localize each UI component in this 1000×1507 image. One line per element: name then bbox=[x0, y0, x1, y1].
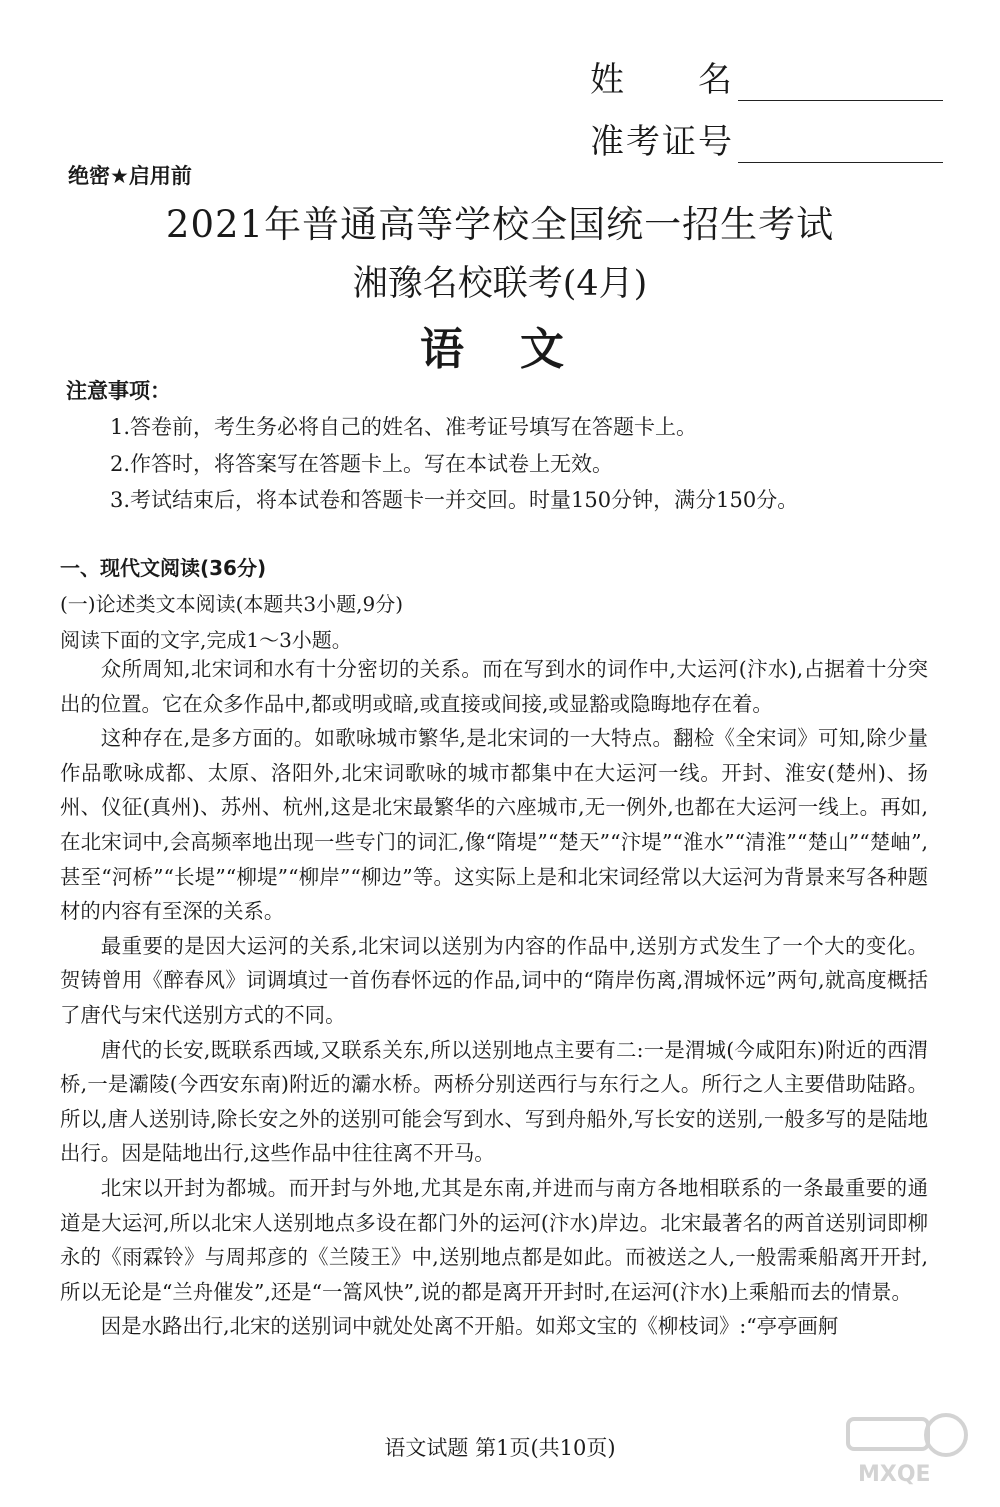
passage-paragraph: 因是水路出行,北宋的送别词中就处处离不开船。如郑文宝的《柳枝词》:“亭亭画舸 bbox=[100, 1314, 839, 1339]
passage-paragraph: 唐代的长安,既联系西域,又联系关东,所以送别地点主要有二:一是渭城(今咸阳东)附近的西渭桥,一是灞陵(今西安东南)附近的灞水桥。两桥分别送西行与东行之人。所行之人主要借助陆路。所以,唐人送别诗,除长安之外的送别可能会写到水、写到舟船外,写长安的送别,一般多写的是陆地出行。因是陆地出行,这些作品中往往离不开马。 bbox=[60, 1037, 928, 1166]
reading-passage bbox=[60, 652, 928, 1344]
name-label: 姓 名 bbox=[590, 60, 734, 100]
passage-paragraph: 这种存在,是多方面的。如歌咏城市繁华,是北宋词的一大特点。翻检《全宋词》可知,除少量作品歌咏成都、太原、洛阳外,北宋词歌咏的城市都集中在大运河一线。开封、淮安(楚州)、扬州、仪征(真州)、苏州、杭州,这是北宋最繁华的六座城市,无一例外,也都在大运河一线上。再如,在北宋词中,会高频率地出现一些专门的词汇,像“隋堤”“楚天”“汴堤”“淮水”“清淮”“楚山”“楚岫”,甚至“河桥”“长堤”“柳堤”“柳岸”“柳边”等。这实际上是和北宋词经常以大运河为背景来写各种题材的内容有至深的关系。 bbox=[60, 726, 928, 924]
id-label: 准考证号 bbox=[590, 122, 734, 162]
id-blank bbox=[738, 128, 943, 163]
name-blank bbox=[738, 66, 943, 101]
watermark-logo bbox=[828, 1409, 978, 1489]
passage-paragraph: 众所周知,北宋词和水有十分密切的关系。而在写到水的词作中,大运河(汴水),占据着十分突出的位置。它在众多作品中,都或明或暗,或直接或间接,或显豁或隐晦地存在着。 bbox=[60, 657, 928, 716]
passage-paragraph: 最重要的是因大运河的关系,北宋词以送别为内容的作品中,送别方式发生了一个大的变化。贺铸曾用《醉春风》词调填过一首伤春怀远的作品,词中的“隋岸伤离,渭城怀远”两句,就高度概括了唐代与宋代送别方式的不同。 bbox=[60, 933, 928, 1027]
subject-title: 语文 bbox=[420, 324, 620, 375]
notice-heading: 注意事项： bbox=[66, 379, 171, 403]
notice-item: 1.答卷前，考生务必将自己的姓名、准考证号填写在答题卡上。 bbox=[110, 415, 698, 439]
passage-paragraph: 北宋以开封为都城。而开封与外地,尤其是东南,并进而与南方各地相联系的一条最重要的通道是大运河,所以北宋人送别地点多设在都门外的运河(汴水)岸边。北宋最著名的两首送别词即柳永的《雨霖铃》与周邦彦的《兰陵王》中,送别地点都是如此。而被送之人,一般需乘船离开开封,所以无论是“兰舟催发”,还是“一篙风快”,说的都是离开开封时,在运河(汴水)上乘船而去的情景。 bbox=[60, 1175, 928, 1304]
exam-subtitle: 湘豫名校联考(4月) bbox=[352, 264, 648, 304]
notice-item: 3.考试结束后，将本试卷和答题卡一并交回。时量150分钟，满分150分。 bbox=[110, 488, 799, 512]
page-footer: 语文试题 第1页(共10页) bbox=[384, 1436, 616, 1460]
secret-mark: 绝密★启用前 bbox=[68, 164, 192, 188]
svg-text:MXQE: MXQE bbox=[858, 1462, 931, 1487]
id-field bbox=[590, 114, 943, 163]
watermark-logo-icon bbox=[828, 1409, 978, 1489]
exam-title: 2021年普通高等学校全国统一招生考试 bbox=[165, 203, 835, 246]
notice-item: 2.作答时，将答案写在答题卡上。写在本试卷上无效。 bbox=[110, 452, 614, 476]
reading-instruction: 阅读下面的文字,完成1～3小题。 bbox=[60, 628, 352, 652]
name-field bbox=[590, 52, 943, 101]
subsection-heading: (一)论述类文本阅读(本题共3小题,9分) bbox=[60, 592, 404, 616]
section-heading: 一、现代文阅读(36分) bbox=[60, 556, 267, 580]
